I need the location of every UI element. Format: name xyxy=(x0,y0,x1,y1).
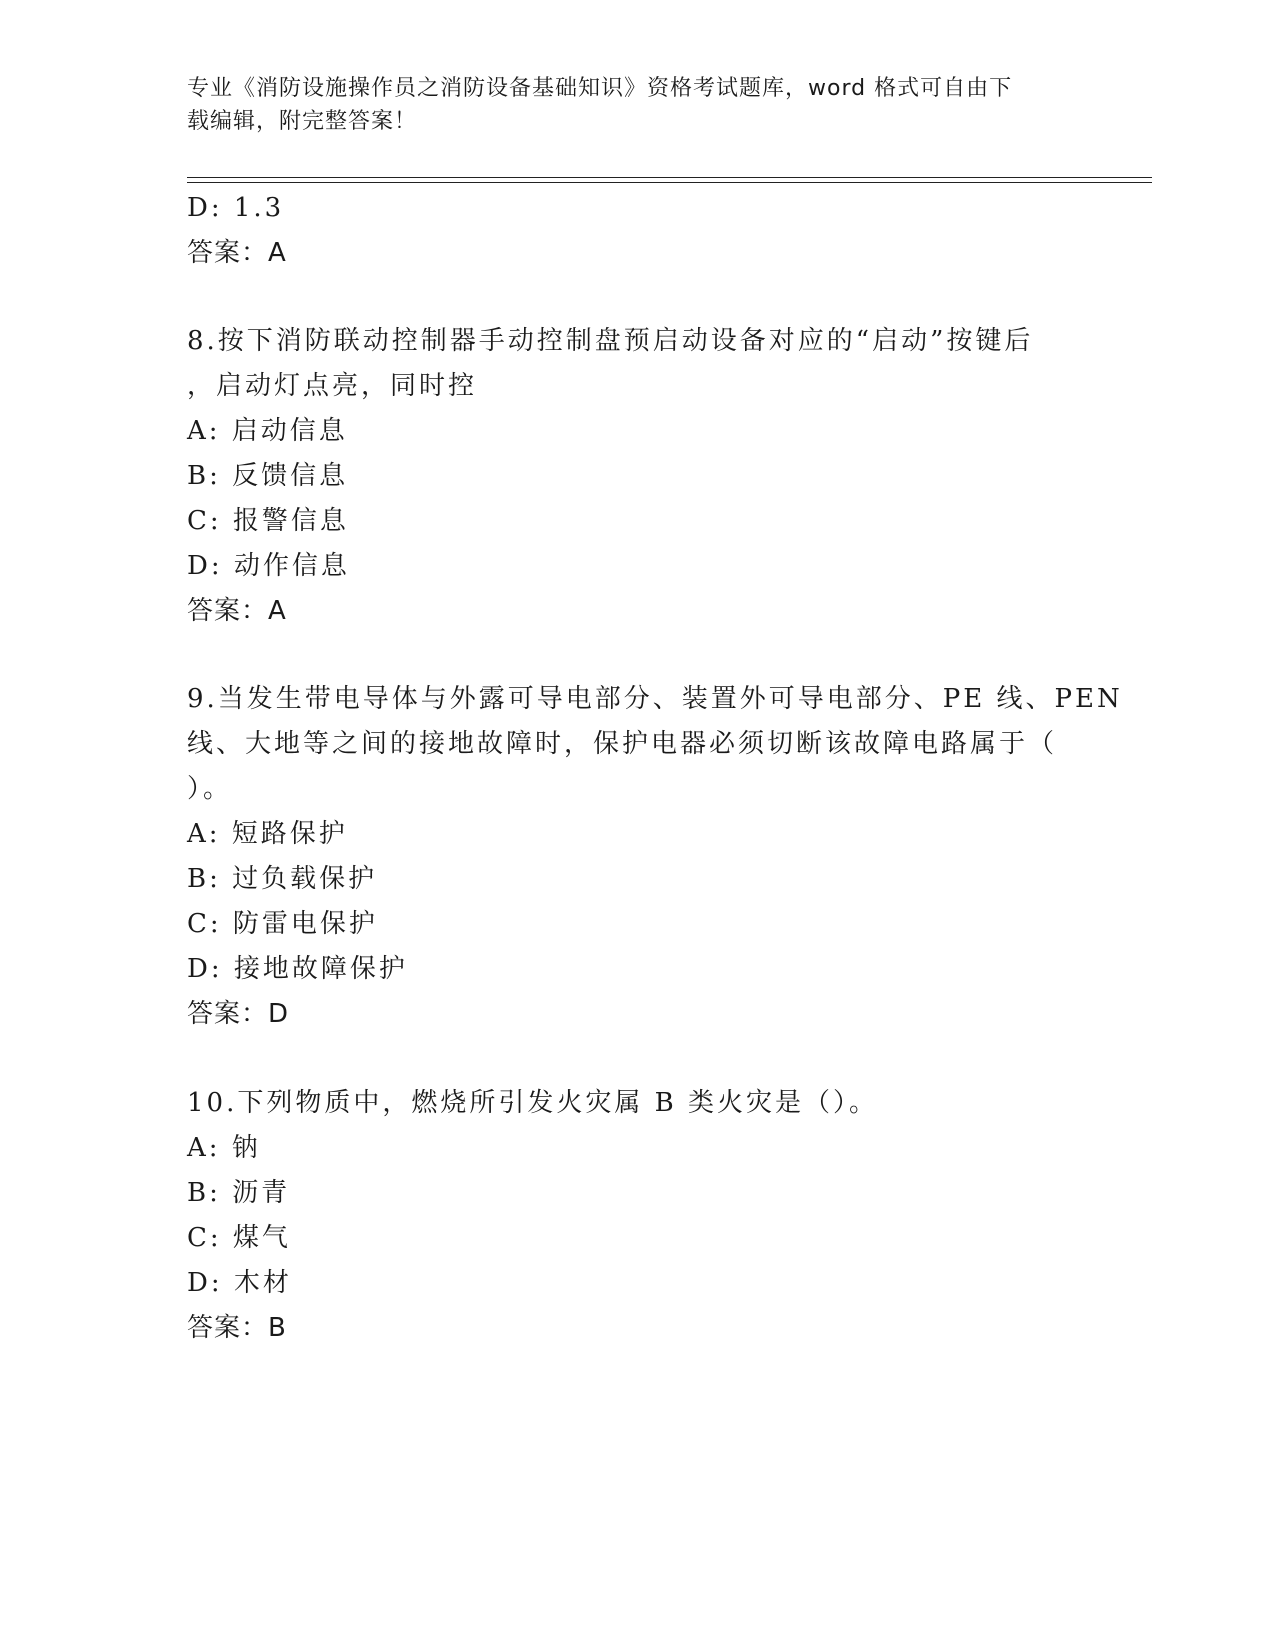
q8-option-b: B: 反馈信息 xyxy=(187,461,349,491)
q10-answer: 答案：B xyxy=(187,1313,287,1343)
q9-option-a: A: 短路保护 xyxy=(187,819,348,849)
prev-option-d: D: 1.3 xyxy=(187,193,285,223)
header-rule-bottom xyxy=(187,182,1152,183)
q10-stem-line-1: 10.下列物质中，燃烧所引发火灾属 B 类火灾是（）。 xyxy=(187,1088,878,1118)
q8-option-a: A: 启动信息 xyxy=(187,416,348,446)
header-rule-top xyxy=(187,177,1152,178)
document-header xyxy=(187,72,1067,138)
q8-option-d: D: 动作信息 xyxy=(187,551,350,581)
q9-answer: 答案：D xyxy=(187,999,290,1029)
q10-option-c: C: 煤气 xyxy=(187,1223,291,1253)
q9-option-d: D: 接地故障保护 xyxy=(187,954,408,984)
q9-option-c: C: 防雷电保护 xyxy=(187,909,378,939)
q10-option-a: A: 钠 xyxy=(187,1133,261,1163)
header-line-1: 专业《消防设施操作员之消防设备基础知识》资格考试题库，word 格式可自由下 xyxy=(187,76,1013,101)
q9-stem-line-3: ）。 xyxy=(187,774,233,804)
header-line-2: 载编辑，附完整答案！ xyxy=(187,109,418,134)
q8-stem-line-2: ，启动灯点亮，同时控 xyxy=(187,371,478,401)
prev-answer: 答案：A xyxy=(187,238,287,268)
q9-option-b: B: 过负载保护 xyxy=(187,864,378,894)
q10-option-b: B: 沥青 xyxy=(187,1178,291,1208)
q8-option-c: C: 报警信息 xyxy=(187,506,349,536)
q9-stem-line-1: 9.当发生带电导体与外露可导电部分、装置外可导电部分、PE 线、PEN xyxy=(187,684,1123,714)
q8-stem-line-1: 8.按下消防联动控制器手动控制盘预启动设备对应的“启动”按键后 xyxy=(187,326,1034,356)
q8-answer: 答案：A xyxy=(187,596,287,626)
q9-stem-line-2: 线、大地等之间的接地故障时，保护电器必须切断该故障电路属于（ xyxy=(187,729,1058,759)
q10-option-d: D: 木材 xyxy=(187,1268,292,1298)
